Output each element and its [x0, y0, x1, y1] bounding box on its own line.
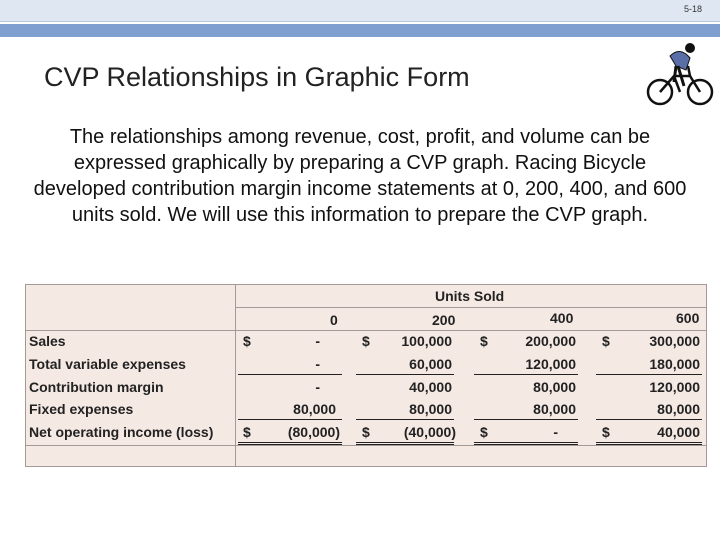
column-header-600: 600 — [676, 310, 700, 326]
column-header-0: 0 — [330, 312, 338, 328]
slide-title: CVP Relationships in Graphic Form — [44, 62, 470, 92]
slide-number: 5-18 — [683, 4, 702, 14]
table-cell: - — [315, 333, 320, 349]
table-cell: 300,000 — [649, 333, 700, 349]
underline — [474, 419, 578, 420]
header-band — [0, 24, 720, 37]
table-cell: 80,000 — [293, 401, 336, 417]
dollar-sign: $ — [243, 333, 251, 349]
double-underline — [238, 442, 342, 445]
table-cell: 40,000 — [409, 379, 452, 395]
header-rule — [235, 307, 707, 308]
column-header-400: 400 — [550, 310, 574, 326]
table-cell: (80,000) — [287, 424, 340, 440]
dollar-sign: $ — [362, 424, 370, 440]
row-label-contribution-margin: Contribution margin — [29, 379, 164, 395]
underline — [474, 374, 578, 375]
dollar-sign: $ — [480, 424, 488, 440]
table-cell: 100,000 — [401, 333, 452, 349]
dollar-sign: $ — [362, 333, 370, 349]
underline — [238, 374, 342, 375]
table-cell: 60,000 — [409, 356, 452, 372]
table-divider — [235, 285, 236, 466]
table-cell: (40,000) — [403, 424, 456, 440]
dollar-sign: $ — [602, 424, 610, 440]
table-cell: 180,000 — [649, 356, 700, 372]
dollar-sign: $ — [243, 424, 251, 440]
table-cell: 200,000 — [525, 333, 576, 349]
underline — [596, 374, 702, 375]
cvp-table — [25, 284, 707, 467]
table-cell: 80,000 — [657, 401, 700, 417]
double-underline — [474, 442, 578, 445]
table-cell: 80,000 — [409, 401, 452, 417]
table-cell: 40,000 — [657, 424, 700, 440]
bottom-rule — [26, 445, 707, 446]
table-cell: - — [315, 379, 320, 395]
body-paragraph: The relationships among revenue, cost, profit, and volume can be expressed graphically by preparing a CVP graph. Racing Bicycle developed contribution margin income statements at 0, 200, 400, and 600 units sold. We will use this information to prepare the CVP graph. — [33, 126, 687, 226]
dollar-sign: $ — [602, 333, 610, 349]
column-header-200: 200 — [432, 312, 456, 328]
double-underline — [356, 442, 454, 445]
row-label-total-variable-expenses: Total variable expenses — [29, 356, 186, 372]
cyclist-icon — [646, 36, 714, 110]
underline — [356, 419, 454, 420]
table-cell: 120,000 — [525, 356, 576, 372]
table-cell: - — [553, 424, 558, 440]
dollar-sign: $ — [480, 333, 488, 349]
table-cell: 80,000 — [533, 401, 576, 417]
column-header-rule — [26, 330, 707, 331]
top-bar — [0, 0, 720, 22]
underline — [596, 419, 702, 420]
double-underline — [596, 442, 702, 445]
table-cell: 80,000 — [533, 379, 576, 395]
table-cell: 120,000 — [649, 379, 700, 395]
row-label-net-operating-income: Net operating income (loss) — [29, 424, 214, 440]
underline — [238, 419, 342, 420]
underline — [356, 374, 454, 375]
table-cell: - — [315, 356, 320, 372]
row-label-fixed-expenses: Fixed expenses — [29, 401, 134, 417]
row-label-sales: Sales — [29, 333, 66, 349]
units-sold-header: Units Sold — [435, 288, 505, 304]
